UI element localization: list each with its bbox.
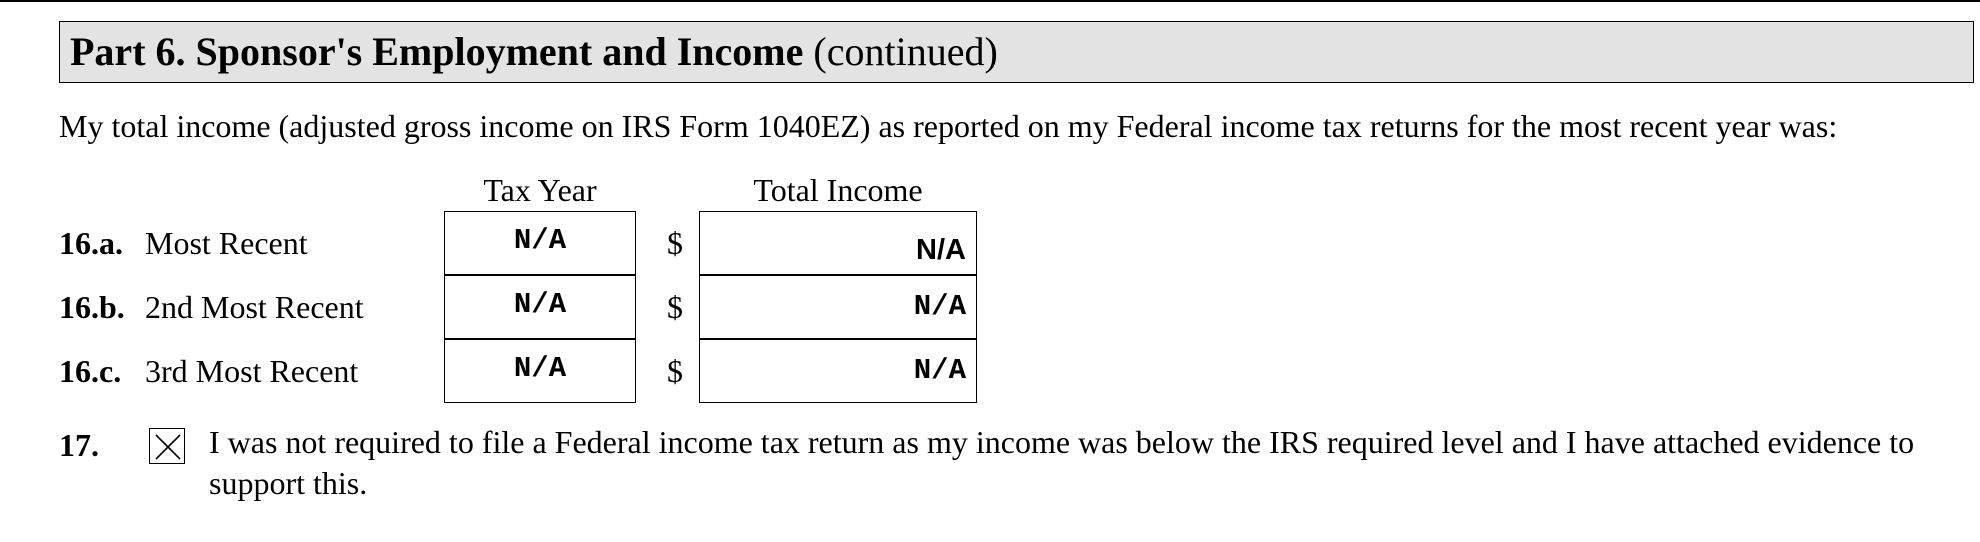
total-income-column-header: Total Income <box>753 172 923 208</box>
dollar-sign: $ <box>667 353 683 389</box>
total-income-field-16c[interactable]: N/A <box>699 339 977 403</box>
total-income-field-16a[interactable]: N/A <box>699 211 977 275</box>
tax-year-field-16a[interactable]: N/A <box>444 211 636 275</box>
row-number: 16.b. <box>59 289 125 325</box>
item-17-text: I was not required to file a Federal income tax return as my income was below the IRS required level and I have attached evidence to support this. <box>209 424 1915 501</box>
checkbox-x-icon <box>150 429 186 465</box>
row-number: 16.c. <box>59 353 122 389</box>
part-title: Part 6. Sponsor's Employment and Income <box>70 29 804 74</box>
tax-year-field-16c[interactable]: N/A <box>444 339 636 403</box>
row-label-16c <box>59 351 358 391</box>
dollar-sign: $ <box>667 225 683 261</box>
row-label-text: 3rd Most Recent <box>145 353 359 389</box>
row-number: 16.a. <box>59 225 123 261</box>
top-rule <box>0 0 1980 2</box>
not-required-checkbox[interactable] <box>149 428 185 464</box>
part-header <box>59 21 1974 83</box>
tax-year-column-header: Tax Year <box>483 172 597 208</box>
intro-text: My total income (adjusted gross income on IRS Form 1040EZ) as reported on my Federal income tax returns for the most recent year was: <box>59 108 1838 144</box>
row-label-text: 2nd Most Recent <box>145 289 364 325</box>
part-title-continued: (continued) <box>803 29 998 74</box>
dollar-sign: $ <box>667 289 683 325</box>
tax-year-field-16b[interactable]: N/A <box>444 275 636 339</box>
total-income-field-16b[interactable]: N/A <box>699 275 977 339</box>
row-label-16b <box>59 287 364 327</box>
row-label-16a <box>59 223 308 263</box>
row-label-text: Most Recent <box>145 225 308 261</box>
item-17-number: 17. <box>59 427 99 463</box>
